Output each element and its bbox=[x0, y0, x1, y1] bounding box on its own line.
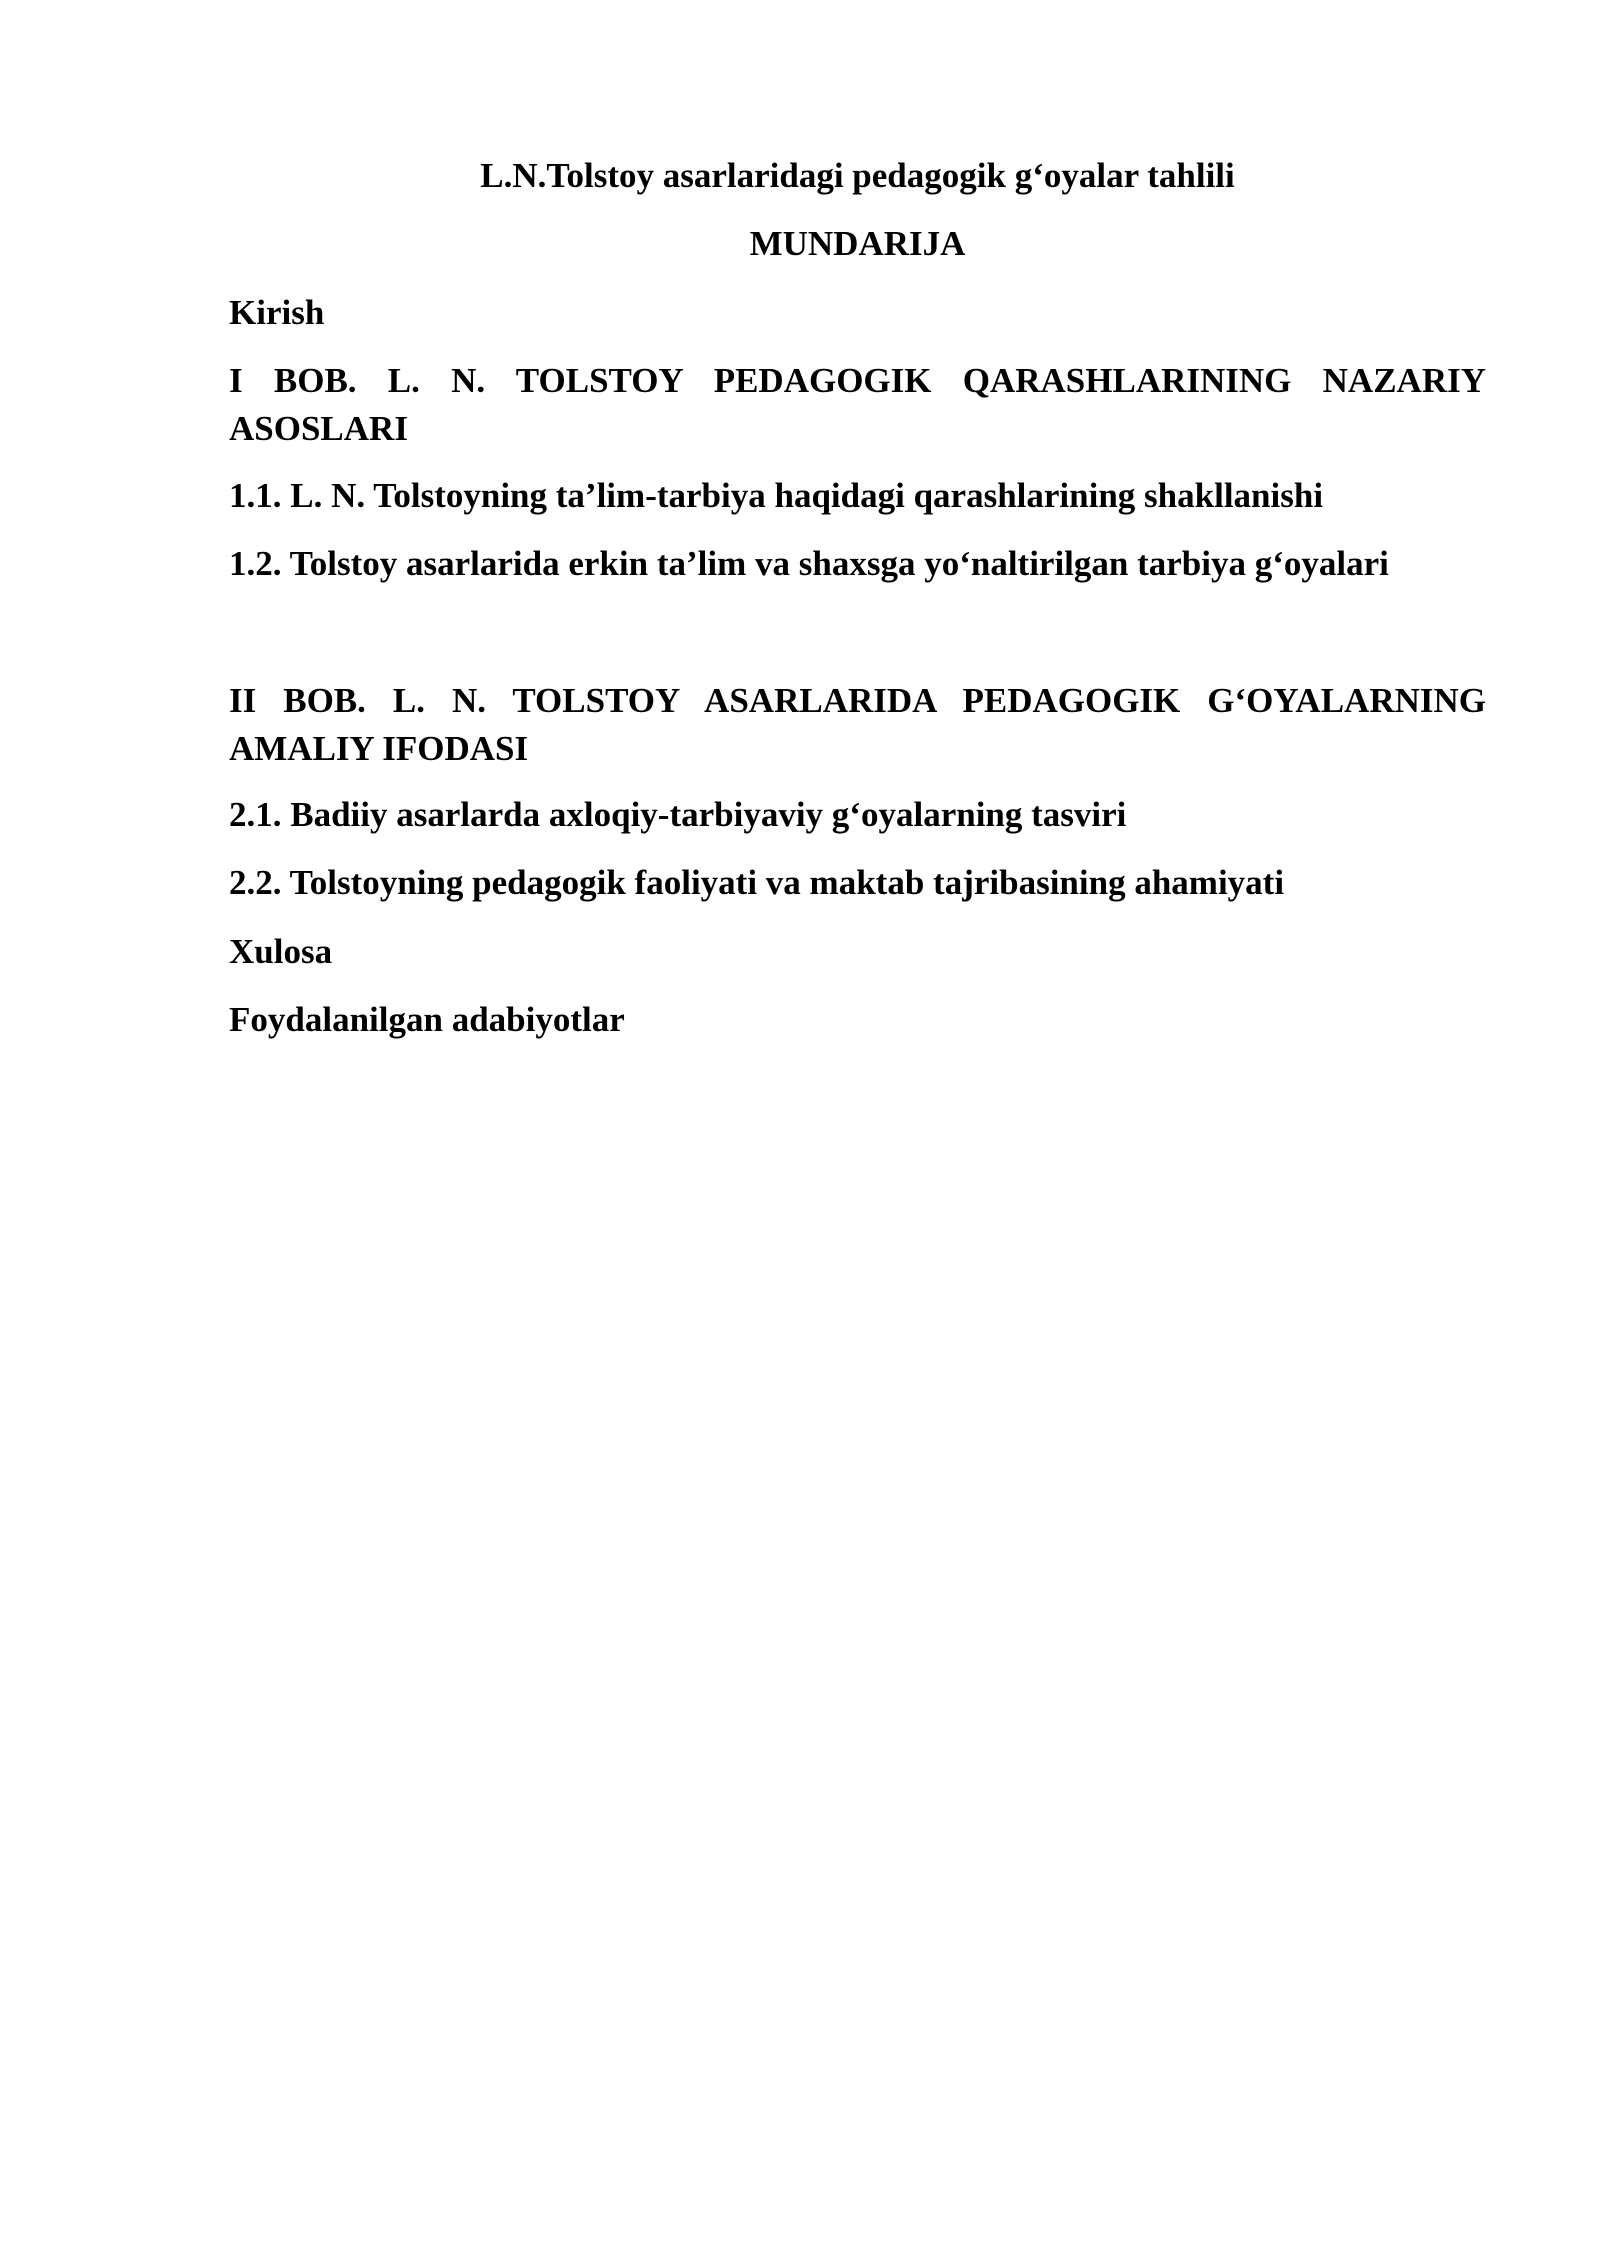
toc-entry-intro: Kirish bbox=[229, 293, 325, 332]
toc-entry-conclusion: Xulosa bbox=[229, 932, 333, 971]
toc-chapter-1: I BOB. L. N. TOLSTOY PEDAGOGIK QARASHLARINING NAZARIY ASOSLARI bbox=[229, 361, 1486, 448]
toc-section-1-2: 1.2. Tolstoy asarlarida erkin ta’lim va shaxsga yo‘naltirilgan tarbiya g‘oyalari bbox=[229, 544, 1389, 583]
toc-section-2-2: 2.2. Tolstoyning pedagogik faoliyati va maktab tajribasining ahamiyati bbox=[229, 863, 1285, 902]
document-title: L.N.Tolstoy asarlaridagi pedagogik g‘oyalar tahlili bbox=[480, 156, 1235, 195]
toc-entry-references: Foydalanilgan adabiyotlar bbox=[229, 1000, 625, 1039]
toc-chapter-2: II BOB. L. N. TOLSTOY ASARLARIDA PEDAGOGIK G‘OYALARNING AMALIY IFODASI bbox=[229, 681, 1486, 768]
toc-section-1-1: 1.1. L. N. Tolstoyning ta’lim-tarbiya haqidagi qarashlarining shakllanishi bbox=[229, 476, 1324, 515]
toc-section-2-1: 2.1. Badiiy asarlarda axloqiy-tarbiyaviy g‘oyalarning tasviri bbox=[229, 795, 1127, 834]
toc-heading: MUNDARIJA bbox=[749, 224, 966, 263]
